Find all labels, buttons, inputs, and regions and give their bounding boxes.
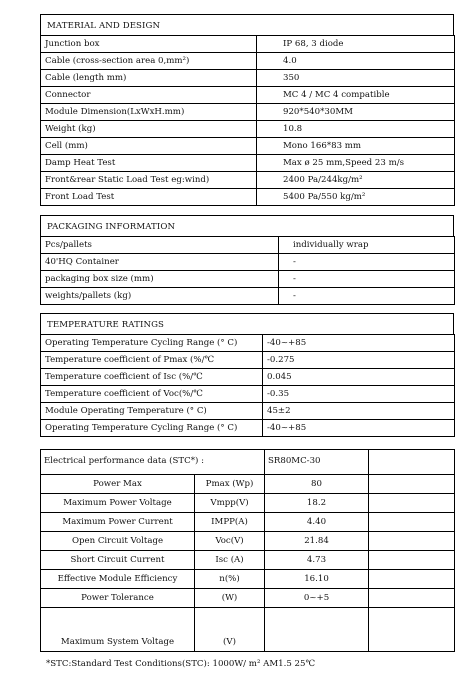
temperature-section-title: TEMPERATURE RATINGS bbox=[40, 313, 454, 335]
electrical-model: SR80MC-30 bbox=[265, 450, 369, 475]
material-table bbox=[40, 35, 455, 206]
electrical-symbol: (W) bbox=[195, 589, 265, 608]
electrical-value: 0~+5 bbox=[265, 589, 369, 608]
temperature-label: Temperature coefficient of Isc (%/℃ bbox=[41, 369, 263, 386]
electrical-table bbox=[40, 449, 455, 652]
temperature-label: Operating Temperature Cycling Range (° C) bbox=[41, 335, 263, 352]
electrical-value: 4.40 bbox=[265, 513, 369, 532]
electrical-spare-cell bbox=[369, 494, 455, 513]
material-row bbox=[41, 172, 455, 189]
electrical-row bbox=[41, 570, 455, 589]
material-label: Connector bbox=[41, 87, 257, 104]
packaging-label: Pcs/pallets bbox=[41, 237, 279, 254]
electrical-value: 18.2 bbox=[265, 494, 369, 513]
temperature-row bbox=[41, 352, 455, 369]
electrical-param: Effective Module Efficiency bbox=[41, 570, 195, 589]
packaging-table bbox=[40, 236, 455, 305]
material-section-title: MATERIAL AND DESIGN bbox=[40, 14, 454, 36]
electrical-system-value bbox=[265, 608, 369, 652]
stc-footnote: *STC:Standard Test Conditions(STC): 1000W/ m² AM1.5 25℃ bbox=[46, 659, 316, 669]
material-row bbox=[41, 155, 455, 172]
material-value: IP 68, 3 diode bbox=[257, 36, 455, 53]
electrical-spare-cell bbox=[369, 608, 455, 652]
electrical-value: 4.73 bbox=[265, 551, 369, 570]
temperature-row bbox=[41, 335, 455, 352]
packaging-row bbox=[41, 254, 455, 271]
electrical-param: Power Max bbox=[41, 475, 195, 494]
electrical-param: Maximum Power Voltage bbox=[41, 494, 195, 513]
material-label: Module Dimension(LxWxH.mm) bbox=[41, 104, 257, 121]
electrical-system-param: Maximum System Voltage bbox=[41, 608, 195, 652]
material-label: Cable (length mm) bbox=[41, 70, 257, 87]
material-label: Cell (mm) bbox=[41, 138, 257, 155]
electrical-spare-cell bbox=[369, 475, 455, 494]
material-row bbox=[41, 189, 455, 206]
material-value: 4.0 bbox=[257, 53, 455, 70]
electrical-spare-cell bbox=[369, 513, 455, 532]
electrical-symbol: n(%) bbox=[195, 570, 265, 589]
packaging-row bbox=[41, 271, 455, 288]
electrical-symbol: Vmpp(V) bbox=[195, 494, 265, 513]
material-label: Junction box bbox=[41, 36, 257, 53]
temperature-row bbox=[41, 420, 455, 437]
electrical-symbol: Pmax (Wp) bbox=[195, 475, 265, 494]
electrical-value: 21.84 bbox=[265, 532, 369, 551]
electrical-system-row bbox=[41, 608, 455, 652]
electrical-row bbox=[41, 513, 455, 532]
electrical-row bbox=[41, 475, 455, 494]
material-value: 2400 Pa/244kg/m² bbox=[257, 172, 455, 189]
electrical-symbol: Voc(V) bbox=[195, 532, 265, 551]
material-row bbox=[41, 53, 455, 70]
temperature-value: 45±2 bbox=[263, 403, 455, 420]
electrical-row bbox=[41, 551, 455, 570]
electrical-param: Maximum Power Current bbox=[41, 513, 195, 532]
electrical-spare-cell bbox=[369, 551, 455, 570]
temperature-value: -0.275 bbox=[263, 352, 455, 369]
temperature-label: Temperature coefficient of Pmax (%/℃ bbox=[41, 352, 263, 369]
temperature-row bbox=[41, 403, 455, 420]
material-value: 920*540*30MM bbox=[257, 104, 455, 121]
material-row bbox=[41, 121, 455, 138]
temperature-row bbox=[41, 386, 455, 403]
temperature-table bbox=[40, 334, 455, 437]
temperature-value: -40~+85 bbox=[263, 335, 455, 352]
electrical-spare-cell bbox=[369, 589, 455, 608]
temperature-row bbox=[41, 369, 455, 386]
material-label: Cable (cross-section area 0,mm²) bbox=[41, 53, 257, 70]
temperature-label: Module Operating Temperature (° C) bbox=[41, 403, 263, 420]
temperature-value: -0.35 bbox=[263, 386, 455, 403]
electrical-header: Electrical performance data (STC*) : bbox=[41, 450, 265, 475]
electrical-param: Power Tolerance bbox=[41, 589, 195, 608]
packaging-label: 40'HQ Container bbox=[41, 254, 279, 271]
electrical-symbol: Isc (A) bbox=[195, 551, 265, 570]
temperature-value: -40~+85 bbox=[263, 420, 455, 437]
electrical-row bbox=[41, 589, 455, 608]
material-label: Damp Heat Test bbox=[41, 155, 257, 172]
electrical-row bbox=[41, 532, 455, 551]
material-row bbox=[41, 70, 455, 87]
material-value: MC 4 / MC 4 compatible bbox=[257, 87, 455, 104]
material-row bbox=[41, 36, 455, 53]
material-row bbox=[41, 87, 455, 104]
material-value: Mono 166*83 mm bbox=[257, 138, 455, 155]
packaging-value: - bbox=[279, 271, 455, 288]
electrical-value: 16.10 bbox=[265, 570, 369, 589]
material-label: Weight (kg) bbox=[41, 121, 257, 138]
packaging-section-title: PACKAGING INFORMATION bbox=[40, 215, 454, 237]
electrical-param: Short Circuit Current bbox=[41, 551, 195, 570]
packaging-value: individually wrap bbox=[279, 237, 455, 254]
material-value: Max ø 25 mm,Speed 23 m/s bbox=[257, 155, 455, 172]
material-value: 350 bbox=[257, 70, 455, 87]
packaging-row bbox=[41, 288, 455, 305]
electrical-param: Open Circuit Voltage bbox=[41, 532, 195, 551]
material-label: Front Load Test bbox=[41, 189, 257, 206]
material-label: Front&rear Static Load Test eg:wind) bbox=[41, 172, 257, 189]
material-value: 5400 Pa/550 kg/m² bbox=[257, 189, 455, 206]
packaging-label: weights/pallets (kg) bbox=[41, 288, 279, 305]
electrical-symbol: IMPP(A) bbox=[195, 513, 265, 532]
temperature-label: Temperature coefficient of Voc(%/℃ bbox=[41, 386, 263, 403]
electrical-spare-cell bbox=[369, 570, 455, 589]
electrical-spare-cell bbox=[369, 532, 455, 551]
packaging-label: packaging box size (mm) bbox=[41, 271, 279, 288]
electrical-value: 80 bbox=[265, 475, 369, 494]
material-row bbox=[41, 138, 455, 155]
packaging-value: - bbox=[279, 254, 455, 271]
packaging-row bbox=[41, 237, 455, 254]
material-row bbox=[41, 104, 455, 121]
material-value: 10.8 bbox=[257, 121, 455, 138]
electrical-row bbox=[41, 494, 455, 513]
temperature-value: 0.045 bbox=[263, 369, 455, 386]
packaging-value: - bbox=[279, 288, 455, 305]
electrical-system-symbol: (V) bbox=[195, 608, 265, 652]
electrical-model-spare bbox=[369, 450, 455, 475]
temperature-label: Operating Temperature Cycling Range (° C) bbox=[41, 420, 263, 437]
